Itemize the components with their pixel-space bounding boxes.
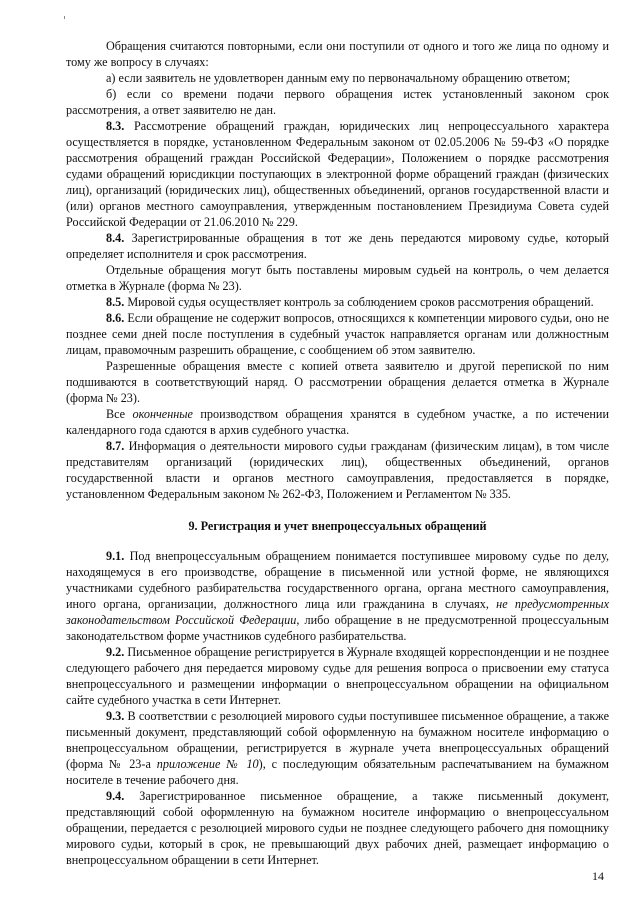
- section-heading: 9. Регистрация и учет внепроцессуальных обращений: [188, 519, 487, 533]
- text-part: Все: [106, 407, 133, 421]
- text-part: Под внепроцессуальным обращением понимается поступившее мировому судье по делу, находящемуся в его производстве, обращение в письменной или устной форме, не являющихся участниками судебного разбирательства государственного органа, органа местного самоуправления, иного органа, организации, должностного лица или гражданина в случаях,: [66, 549, 609, 611]
- clause-number: 8.3.: [106, 119, 125, 133]
- paragraph-8-6: [66, 310, 609, 358]
- paragraph-control: Отдельные обращения могут быть поставлены мировым судьей на контроль, о чем делается отметка в Журнале (форма № 23).: [66, 263, 609, 293]
- paragraph-8-3: [66, 118, 609, 230]
- italic-text: не предусмотренных законодательством Российской Федерации: [66, 597, 609, 627]
- clause-text: Зарегистрированное письменное обращение, а также письменный документ, представляющий собой оформленную на бумажном носителе информацию о внепроцессуальном обращении, передается с резолюцией мирового судьи не позднее следующего рабочего дня помощнику мирового судьи, который в срок, не превышающий двух рабочих дней, размещает информацию о внепроцессуальном обращении в сети Интернет.: [66, 789, 610, 867]
- clause-number: 8.5.: [106, 295, 125, 309]
- clause-text: Если обращение не содержит вопросов, относящихся к компетенции мирового судьи, оно не позднее семи дней после поступления в судебный участок направляется органам или должностным лицам, правомочным разрешить обращение, с сообщением об этом заявителю.: [66, 311, 610, 357]
- document-page: [66, 38, 609, 868]
- clause-text: Зарегистрированные обращения в тот же день передаются мировому судье, который определяет исполнителя и срок рассмотрения.: [66, 231, 609, 261]
- paragraph-archive: [66, 406, 609, 438]
- clause-number: 8.7.: [106, 439, 125, 453]
- clause-text: Письменное обращение регистрируется в Журнале входящей корреспонденции и не позднее следующего рабочего дня передается мировому судье для решения вопроса о присвоении ему статуса внепроцессуального и размещении информации о внепроцессуальном обращении на официальном сайте судебного участка в сети Интернет.: [66, 645, 609, 707]
- paragraph-repeat-definition: Обращения считаются повторными, если они поступили от одного и того же лица по одному и тому же вопросу в случаях:: [66, 39, 609, 69]
- paragraph-9-1: [66, 548, 609, 644]
- paragraph-8-4: [66, 230, 609, 262]
- paragraph-9-2: [66, 644, 609, 708]
- italic-text: приложение № 10: [156, 757, 259, 771]
- text-part: производством обращения хранятся в судебном участке, а по истечении календарного года сдаются в архив судебного участка.: [66, 407, 609, 437]
- paragraph-case-a: а) если заявитель не удовлетворен данным ему по первоначальному обращению ответом;: [106, 71, 571, 85]
- page-number: 14: [592, 869, 604, 883]
- clause-number: 9.4.: [106, 789, 125, 803]
- text-part: В соответствии с резолюцией мирового судьи поступившее письменное обращение, а также письменный документ, представляющий собой оформленную на бумажном носителе информацию о внепроцессуальном обращении, регистрируется в журнале учета внепроцессуальных обращений (форма № 23-а: [66, 709, 610, 771]
- italic-text: оконченные: [132, 407, 193, 421]
- scan-mark: [64, 16, 65, 19]
- paragraph-9-4: [66, 788, 609, 868]
- clause-number: 9.1.: [106, 549, 125, 563]
- paragraph-case-b: б) если со времени подачи первого обращения истек установленный законом срок рассмотрения, а ответ заявителю не дан.: [66, 87, 609, 117]
- paragraph-9-3: [66, 708, 609, 788]
- clause-text: Рассмотрение обращений граждан, юридических лиц непроцессуального характера осуществляется в порядке, установленном Федеральным законом от 02.05.2006 № 59-ФЗ «О порядке рассмотрения обращений граждан Российской Федерации», Положением о порядке рассмотрения судами обращений юрисдикции поступающих в электронной форме обращений граждан (физических лиц), организаций (юридических лиц), общественных объединений, органов государственной власти и (или) органов местного самоуправления, утвержденным постановлением Президиума Совета судей Российской Федерации от 21.06.2010 № 229.: [66, 119, 609, 229]
- paragraph-resolved: Разрешенные обращения вместе с копией ответа заявителю и другой перепиской по ним подшиваются в соответствующий наряд. О рассмотрении обращения делается отметка в Журнале (форма № 23).: [66, 359, 609, 405]
- paragraph-8-7: [66, 438, 609, 502]
- paragraph-8-5: [66, 294, 609, 310]
- clause-number: 8.6.: [106, 311, 125, 325]
- text-part: ), с последующим обязательным распечатыванием на бумажном носителе в течение рабочего дня.: [66, 757, 609, 787]
- clause-number: 8.4.: [106, 231, 125, 245]
- clause-text: Информация о деятельности мирового судьи гражданам (физическим лицам), в том числе представителям организаций (юридических лиц), общественных объединений, органов государственной власти и органов местного самоуправления, предоставляется в порядке, установленном Федеральным законом № 262-ФЗ, Положением и Регламентом № 335.: [66, 439, 610, 501]
- text-part: , либо обращение в не предусмотренной процессуальным законодательством форме участников судебного разбирательства.: [66, 613, 609, 643]
- clause-number: 9.3.: [106, 709, 125, 723]
- clause-text: Мировой судья осуществляет контроль за соблюдением сроков рассмотрения обращений.: [127, 295, 594, 309]
- clause-number: 9.2.: [106, 645, 125, 659]
